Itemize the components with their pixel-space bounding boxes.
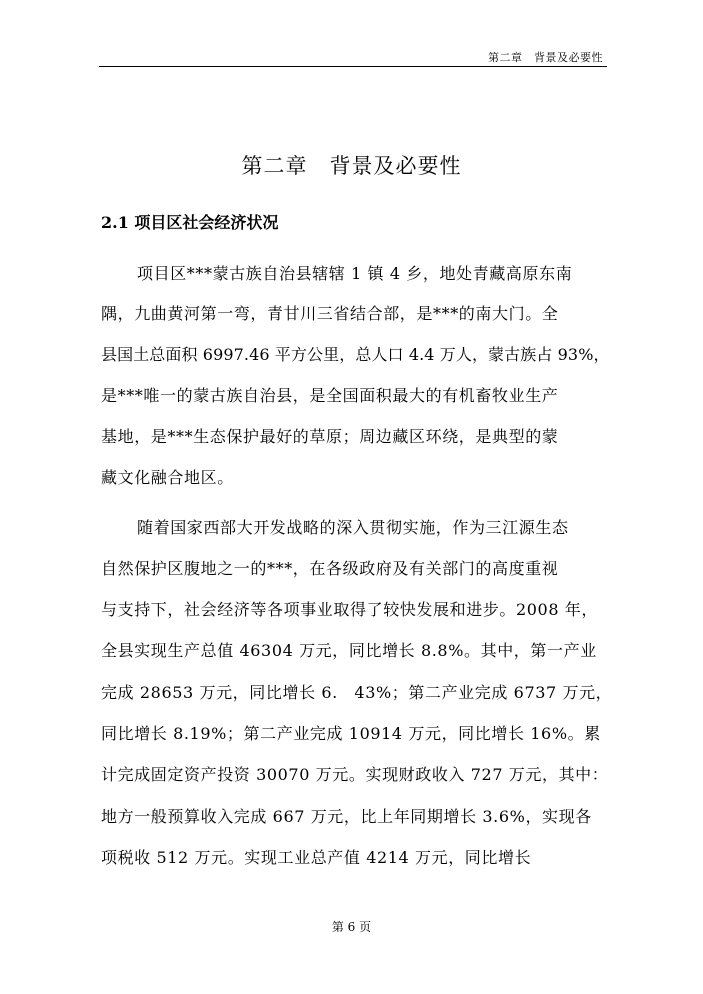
body-line: 全县实现生产总值 46304 万元，同比增长 8.8%。其中，第一产业 [101,641,597,660]
body-line: 项目区***蒙古族自治县辖辖 1 镇 4 乡，地处青藏高原东南 [137,264,573,283]
body-line: 完成 28653 万元，同比增长 6. 43%；第二产业完成 6737 万元， [101,683,613,702]
body-line: 与支持下，社会经济等各项事业取得了较快发展和进步。2008 年， [101,600,599,619]
body-line: 基地，是***生态保护最好的草原；周边藏区环绕，是典型的蒙 [101,427,559,446]
chapter-title: 第二章 背景及必要性 [241,154,462,178]
body-line: 计完成固定资产投资 30070 万元。实现财政收入 727 万元，其中： [101,765,609,784]
body-line: 地方一般预算收入完成 667 万元，比上年同期增长 3.6%，实现各 [101,807,592,826]
body-line: 隅，九曲黄河第一弯，青甘川三省结合部，是***的南大门。全 [101,304,559,323]
page-footer: 第 6 页 [331,920,372,934]
header-rule [99,66,607,67]
body-line: 同比增长 8.19%；第二产业完成 10914 万元，同比增长 16%。累 [101,724,601,743]
body-line: 自然保护区腹地之一的***，在各级政府及有关部门的高度重视 [101,559,559,578]
section-heading: 2.1 项目区社会经济状况 [101,213,279,232]
body-line: 藏文化融合地区。 [101,468,234,487]
running-header: 第二章 背景及必要性 [488,51,603,64]
body-line: 县国土总面积 6997.46 平方公里，总人口 4.4 万人，蒙古族占 93%， [101,345,610,364]
body-line: 是***唯一的蒙古族自治县，是全国面积最大的有机畜牧业生产 [101,386,559,405]
body-line: 随着国家西部大开发战略的深入贯彻实施，作为三江源生态 [137,518,569,537]
body-line: 项税收 512 万元。实现工业总产值 4214 万元，同比增长 [101,848,532,867]
